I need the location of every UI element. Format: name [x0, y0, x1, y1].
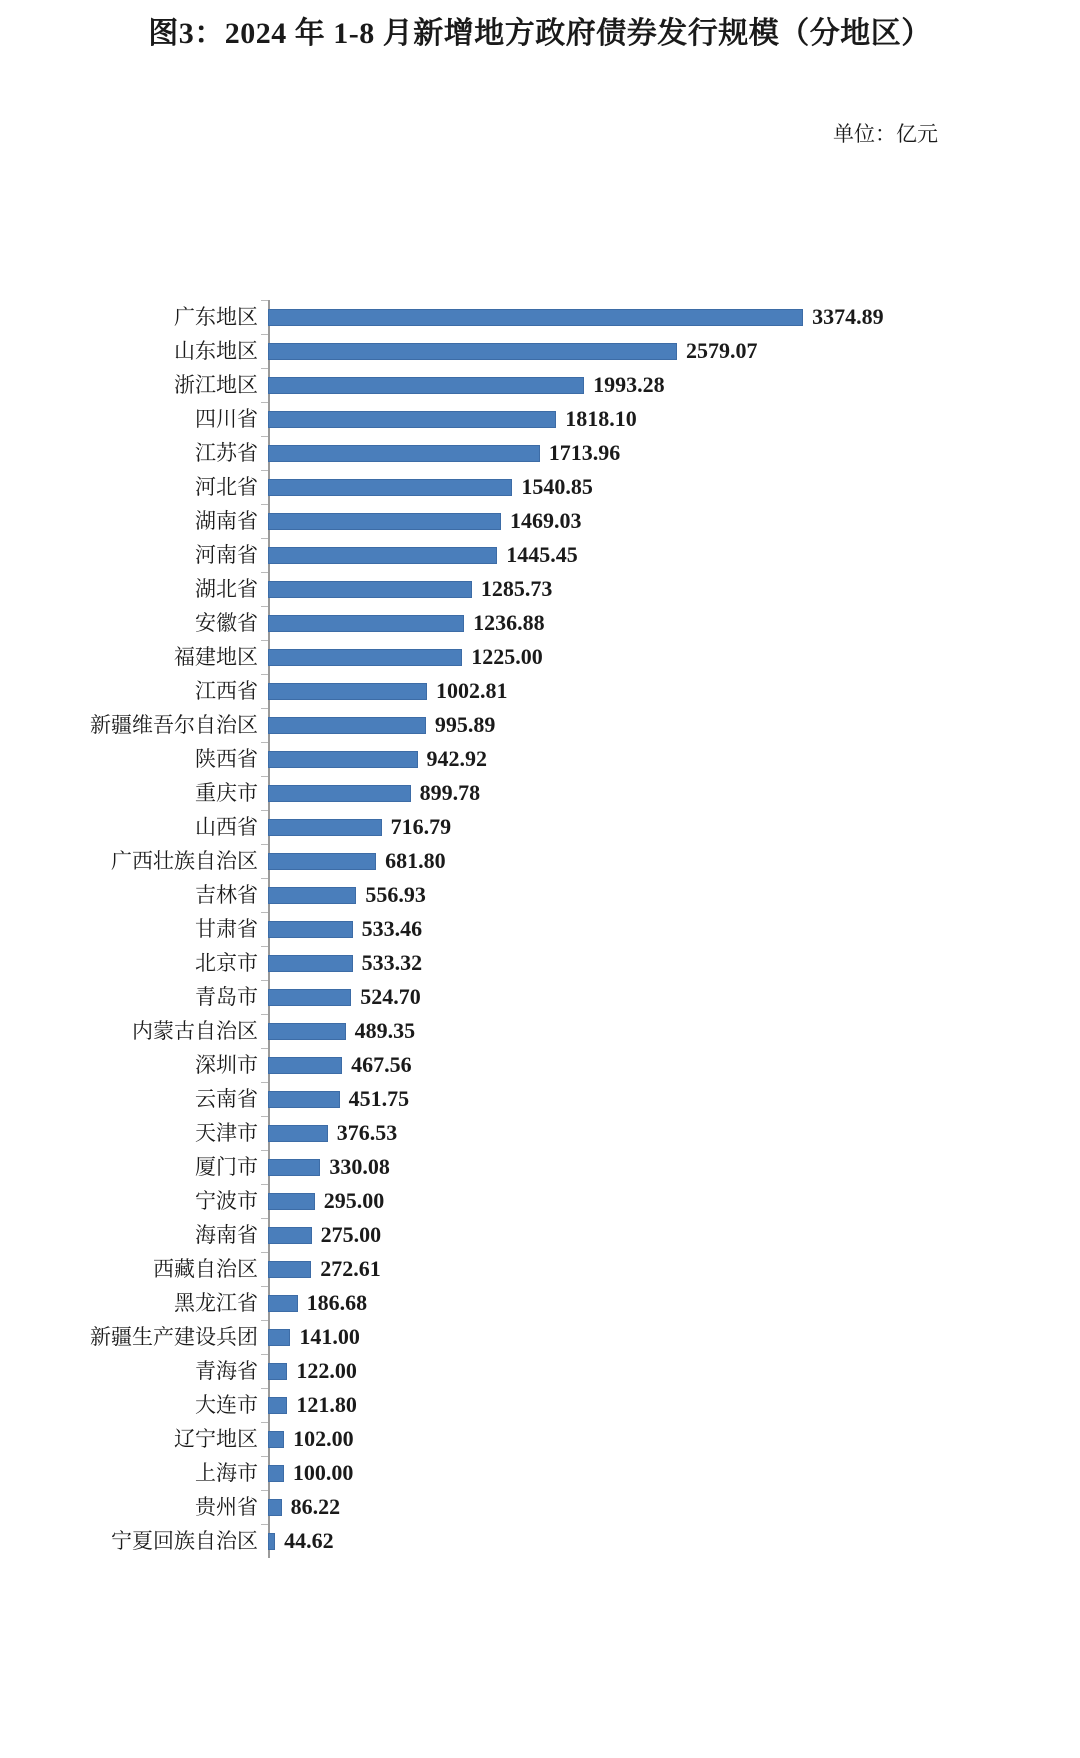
axis-tick	[261, 810, 268, 811]
category-label: 河北省	[195, 474, 258, 499]
bar-track	[268, 674, 1080, 708]
bar	[268, 853, 376, 870]
bar-row	[0, 402, 1080, 436]
bar-value-label: 533.32	[361, 950, 423, 975]
bar-track	[268, 1150, 1080, 1184]
bar	[268, 717, 426, 734]
bar	[268, 581, 472, 598]
bar	[268, 683, 427, 700]
bar-track	[268, 1422, 1080, 1456]
bar-value-label: 376.53	[336, 1120, 398, 1145]
bar	[268, 343, 677, 360]
bar-value-label: 3374.89	[812, 304, 884, 329]
bar	[268, 1533, 275, 1550]
bar-track	[268, 504, 1080, 538]
unit-label: 单位：亿元	[833, 122, 938, 146]
bar-value-label: 899.78	[419, 780, 481, 805]
bar-track	[268, 1218, 1080, 1252]
bar-row	[0, 1354, 1080, 1388]
bar	[268, 751, 418, 768]
bar-row	[0, 606, 1080, 640]
bar-value-label: 716.79	[390, 814, 452, 839]
axis-tick	[261, 504, 268, 505]
bar-row	[0, 436, 1080, 470]
category-label: 北京市	[195, 950, 258, 975]
bar	[268, 1159, 320, 1176]
bar	[268, 377, 584, 394]
category-label: 湖南省	[195, 508, 258, 533]
bar-value-label: 1445.45	[506, 542, 578, 567]
category-label: 青岛市	[195, 984, 258, 1009]
category-label: 内蒙古自治区	[132, 1018, 258, 1043]
bar-value-label: 330.08	[329, 1154, 390, 1179]
axis-tick	[261, 538, 268, 539]
category-label: 宁波市	[195, 1188, 258, 1213]
bar-value-label: 141.00	[299, 1324, 360, 1349]
bar-track	[268, 1116, 1080, 1150]
bar-row	[0, 1218, 1080, 1252]
bar	[268, 819, 382, 836]
bar-track	[268, 368, 1080, 402]
category-label: 四川省	[195, 406, 258, 431]
axis-tick	[261, 1320, 268, 1321]
axis-tick	[261, 1048, 268, 1049]
bar-track	[268, 912, 1080, 946]
bar	[268, 1499, 282, 1516]
bar-track	[268, 1456, 1080, 1490]
bar-row	[0, 1014, 1080, 1048]
bar-row	[0, 1150, 1080, 1184]
bar-row	[0, 1082, 1080, 1116]
bar	[268, 1227, 312, 1244]
axis-tick	[261, 1014, 268, 1015]
category-label: 重庆市	[195, 780, 258, 805]
bar-row	[0, 810, 1080, 844]
bar-row	[0, 1524, 1080, 1558]
bar	[268, 1431, 284, 1448]
axis-tick	[261, 674, 268, 675]
category-label: 河南省	[195, 542, 258, 567]
bar-track	[268, 640, 1080, 674]
bar-row	[0, 640, 1080, 674]
axis-tick	[261, 1150, 268, 1151]
bar-row	[0, 334, 1080, 368]
bar-track	[268, 1320, 1080, 1354]
bar-row	[0, 300, 1080, 334]
bar	[268, 1363, 287, 1380]
bar-row	[0, 470, 1080, 504]
bar-track	[268, 1184, 1080, 1218]
bar-value-label: 275.00	[320, 1222, 382, 1247]
axis-tick	[261, 1456, 268, 1457]
bar	[268, 547, 497, 564]
bar	[268, 1465, 284, 1482]
category-label: 浙江地区	[174, 372, 258, 397]
bar-value-label: 1002.81	[436, 678, 508, 703]
bar-value-label: 121.80	[296, 1392, 357, 1417]
bar-row	[0, 1184, 1080, 1218]
bar	[268, 445, 540, 462]
bar-row	[0, 674, 1080, 708]
bar	[268, 1397, 287, 1414]
axis-tick	[261, 776, 268, 777]
bar-row	[0, 708, 1080, 742]
bar	[268, 785, 411, 802]
bar-track	[268, 742, 1080, 776]
bar-track	[268, 1048, 1080, 1082]
axis-tick	[261, 844, 268, 845]
bar-track	[268, 436, 1080, 470]
bar	[268, 989, 351, 1006]
bar-track	[268, 810, 1080, 844]
bar-row	[0, 946, 1080, 980]
bar-row	[0, 538, 1080, 572]
bar-value-label: 1469.03	[509, 508, 582, 533]
bar-value-label: 556.93	[365, 882, 426, 907]
bar	[268, 309, 803, 326]
bar-track	[268, 878, 1080, 912]
bar-row	[0, 572, 1080, 606]
category-label: 江西省	[195, 678, 258, 703]
bar-track	[268, 402, 1080, 436]
bar-row	[0, 844, 1080, 878]
bar-row	[0, 776, 1080, 810]
axis-tick	[261, 640, 268, 641]
bar	[268, 1329, 290, 1346]
bar-value-label: 524.70	[360, 984, 421, 1009]
category-label: 宁夏回族自治区	[111, 1528, 258, 1553]
bar-value-label: 1713.96	[548, 440, 621, 465]
bar-track	[268, 1524, 1080, 1558]
category-label: 新疆维吾尔自治区	[90, 712, 258, 737]
bar-row	[0, 878, 1080, 912]
bar-value-label: 1540.85	[521, 474, 593, 499]
category-label: 贵州省	[195, 1494, 258, 1519]
bar	[268, 615, 464, 632]
bar-row	[0, 980, 1080, 1014]
bar	[268, 411, 556, 428]
axis-tick	[261, 402, 268, 403]
bar-value-label: 942.92	[426, 746, 488, 771]
bar-row	[0, 1320, 1080, 1354]
bar-track	[268, 1354, 1080, 1388]
bar	[268, 513, 501, 530]
bar-value-label: 102.00	[293, 1426, 354, 1451]
axis-tick	[261, 1184, 268, 1185]
category-label: 山东地区	[174, 338, 258, 363]
bar-value-label: 295.00	[323, 1188, 385, 1213]
bar	[268, 1261, 311, 1278]
axis-tick	[261, 470, 268, 471]
bar	[268, 649, 462, 666]
bar-value-label: 533.46	[361, 916, 423, 941]
category-label: 广东地区	[174, 304, 258, 329]
bar-value-label: 44.62	[284, 1528, 334, 1553]
bar-value-label: 451.75	[348, 1086, 410, 1111]
bar-row	[0, 1116, 1080, 1150]
bar-value-label: 1225.00	[471, 644, 543, 669]
bar-value-label: 681.80	[385, 848, 446, 873]
axis-tick	[261, 980, 268, 981]
axis-tick	[261, 1082, 268, 1083]
bar-row	[0, 912, 1080, 946]
bar-track	[268, 334, 1080, 368]
axis-tick	[261, 1116, 268, 1117]
axis-tick	[261, 1422, 268, 1423]
axis-tick	[261, 946, 268, 947]
category-label: 海南省	[195, 1222, 258, 1247]
bar-value-label: 122.00	[296, 1358, 357, 1383]
category-label: 吉林省	[195, 882, 258, 907]
bar-value-label: 272.61	[320, 1256, 381, 1281]
bar-chart-plot	[0, 300, 1080, 1558]
category-label: 甘肃省	[195, 916, 258, 941]
bar-track	[268, 1252, 1080, 1286]
category-label: 上海市	[195, 1460, 258, 1485]
axis-tick	[261, 742, 268, 743]
bar-value-label: 489.35	[354, 1018, 416, 1043]
bar	[268, 1057, 342, 1074]
category-label: 福建地区	[174, 644, 258, 669]
category-label: 山西省	[195, 814, 258, 839]
bar-track	[268, 1388, 1080, 1422]
bar-track	[268, 572, 1080, 606]
bar-track	[268, 980, 1080, 1014]
bar-row	[0, 368, 1080, 402]
axis-tick	[261, 1388, 268, 1389]
bar-row	[0, 1388, 1080, 1422]
bar-value-label: 1818.10	[565, 406, 637, 431]
bar-track	[268, 470, 1080, 504]
bar-value-label: 1236.88	[473, 610, 545, 635]
axis-tick	[261, 436, 268, 437]
bar-track	[268, 776, 1080, 810]
bar	[268, 1193, 315, 1210]
category-label: 青海省	[195, 1358, 258, 1383]
bar-track	[268, 1286, 1080, 1320]
bar-track	[268, 1082, 1080, 1116]
category-label: 新疆生产建设兵团	[90, 1324, 258, 1349]
category-label: 云南省	[195, 1086, 258, 1111]
category-label: 广西壮族自治区	[111, 848, 258, 873]
category-label: 厦门市	[195, 1154, 258, 1179]
bar-row	[0, 742, 1080, 776]
axis-tick	[261, 1490, 268, 1491]
bar	[268, 1091, 340, 1108]
bar-row	[0, 504, 1080, 538]
bar-value-label: 995.89	[434, 712, 496, 737]
axis-tick	[261, 1524, 268, 1525]
category-label: 大连市	[195, 1392, 258, 1417]
bar-track	[268, 300, 1080, 334]
page-title: 图3：2024 年 1-8 月新增地方政府债券发行规模（分地区）	[148, 17, 932, 50]
axis-tick	[261, 606, 268, 607]
bar-value-label: 1993.28	[593, 372, 665, 397]
bar-value-label: 186.68	[306, 1290, 368, 1315]
category-label: 西藏自治区	[153, 1256, 258, 1281]
bar	[268, 1023, 346, 1040]
category-label: 辽宁地区	[174, 1426, 258, 1451]
bar-row	[0, 1048, 1080, 1082]
category-label: 陕西省	[195, 746, 258, 771]
axis-tick	[261, 878, 268, 879]
axis-tick	[261, 300, 268, 301]
bar-track	[268, 606, 1080, 640]
category-label: 天津市	[195, 1120, 258, 1145]
axis-tick	[261, 1252, 268, 1253]
category-label: 江苏省	[195, 440, 258, 465]
axis-tick	[261, 912, 268, 913]
bar-track	[268, 708, 1080, 742]
category-label: 深圳市	[195, 1052, 258, 1077]
axis-tick	[261, 368, 268, 369]
category-label: 黑龙江省	[174, 1290, 258, 1315]
bar	[268, 1295, 298, 1312]
axis-tick	[261, 708, 268, 709]
category-label: 安徽省	[195, 610, 258, 635]
axis-tick	[261, 334, 268, 335]
axis-tick	[261, 1286, 268, 1287]
bar-row	[0, 1422, 1080, 1456]
bar-track	[268, 1490, 1080, 1524]
bar-value-label: 467.56	[351, 1052, 412, 1077]
bar-rows	[0, 300, 1080, 1558]
bar-value-label: 86.22	[290, 1494, 341, 1519]
bar	[268, 1125, 328, 1142]
bar-row	[0, 1456, 1080, 1490]
bar-track	[268, 1014, 1080, 1048]
axis-tick	[261, 572, 268, 573]
bar	[268, 479, 512, 496]
bar	[268, 955, 353, 972]
bar-track	[268, 538, 1080, 572]
axis-tick	[261, 1354, 268, 1355]
bar-track	[268, 946, 1080, 980]
bar-value-label: 2579.07	[685, 338, 758, 363]
bar-row	[0, 1286, 1080, 1320]
bar	[268, 921, 353, 938]
bar-value-label: 1285.73	[480, 576, 553, 601]
bar-row	[0, 1252, 1080, 1286]
category-label: 湖北省	[195, 576, 258, 601]
bar-track	[268, 844, 1080, 878]
bar-value-label: 100.00	[292, 1460, 354, 1485]
axis-tick	[261, 1218, 268, 1219]
bar	[268, 887, 356, 904]
bar-row	[0, 1490, 1080, 1524]
